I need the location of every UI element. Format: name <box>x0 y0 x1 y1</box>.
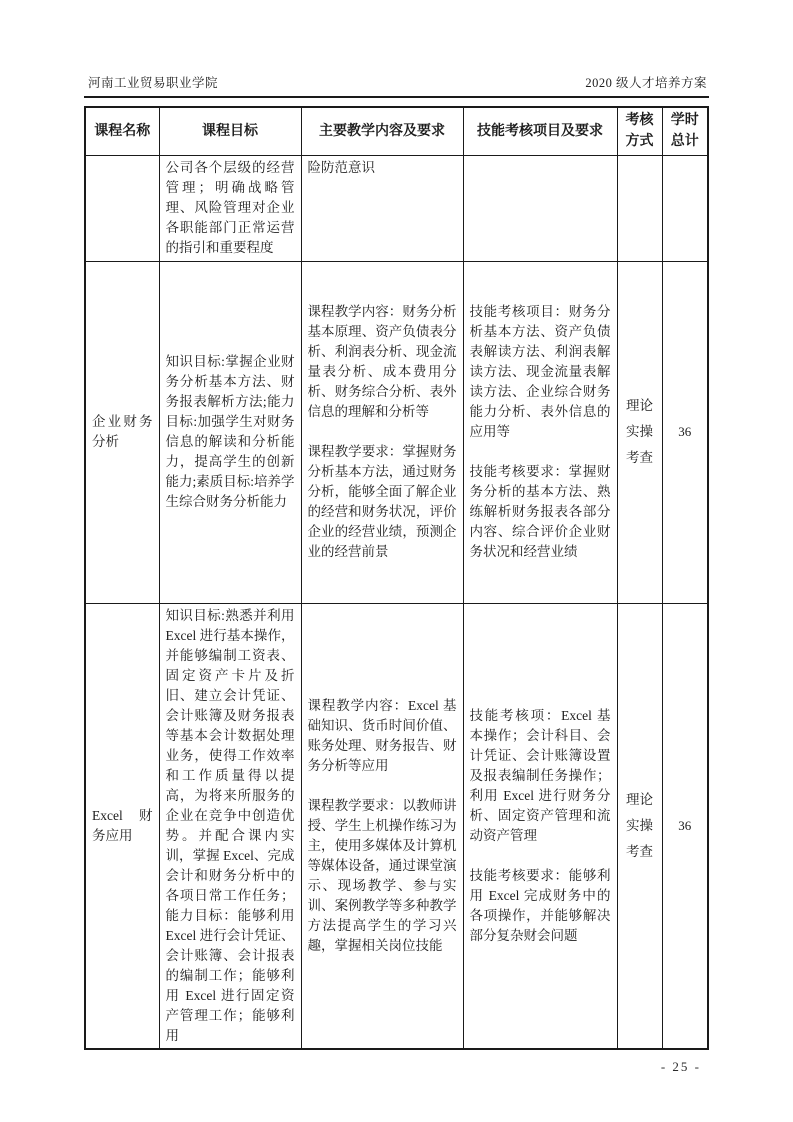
objectives-cell <box>159 155 301 261</box>
course-name-cell: Excel 财务应用 <box>85 603 159 1049</box>
course-name-cell <box>85 155 159 261</box>
col-header-course-name: 课程名称 <box>85 107 159 155</box>
col-header-hours: 学时总计 <box>662 107 708 155</box>
col-header-assessment: 技能考核项目及要求 <box>463 107 617 155</box>
objectives-paragraph: 公司各个层级的经营管理；明确战略管理、风险管理对企业各职能部门正常运营的指引和重要程度 <box>165 159 295 255</box>
page-header <box>84 73 709 91</box>
method-cell <box>617 155 662 261</box>
table-row <box>85 603 708 1049</box>
assessment-paragraph: 技能考核要求：能够利用 Excel 完成财务中的各项操作，并能够解决部分复杂财会问题 <box>469 867 611 943</box>
objectives-paragraph: 知识目标:掌握企业财务分析基本方法、财务报表解析方法;能力目标:加强学生对财务信息的解读和分析能力，提高学生的创新能力;素质目标:培养学生综合财务分析能力 <box>165 354 295 509</box>
hours-cell: 36 <box>662 603 708 1049</box>
school-name: 河南工业贸易职业学院 <box>88 76 219 90</box>
objectives-cell <box>159 261 301 603</box>
objectives-cell <box>159 603 301 1049</box>
assessment-cell <box>463 603 617 1049</box>
method-cell: 理论实操考查 <box>617 603 662 1049</box>
objectives-paragraph: 知识目标:熟悉并利用 Excel 进行基本操作，并能够编制工资表、固定资产卡片及折旧、建立会计凭证、会计账簿及财务报表等基本会计数据处理业务，使得工作效率和工作质量得以提高，为将来所服务的企业在竞争中创造优势。并配合课内实训，掌握 Excel、完成会计和财务分析中的各项日常工作任务；能力目标：能够利用 Excel 进行会计凭证、会计账簿、会计报表的编制工作；能够利用 Excel 进行固定资产管理工作；能够利用 <box>165 607 295 1043</box>
content-paragraph: 险防范意识 <box>307 159 375 175</box>
table-row <box>85 155 708 261</box>
content-cell <box>301 155 463 261</box>
content-paragraph: 课程教学内容：财务分析基本原理、资产负债表分析、利润表分析、现金流量表分析、成本费用分析、财务综合分析、表外信息的理解和分析等 <box>307 304 457 419</box>
page-number: - 25 - <box>660 1058 701 1074</box>
assessment-cell <box>463 155 617 261</box>
content-paragraph: 课程教学要求：掌握财务分析基本方法，通过财务分析，能够全面了解企业的经营和财务状况，评价企业的经营业绩，预测企业的经营前景 <box>307 444 457 559</box>
assessment-paragraph: 技能考核项：Excel 基本操作；会计科目、会计凭证、会计账簿设置及报表编制任务操作；利用 Excel 进行财务分析、固定资产管理和流动资产管理 <box>469 707 611 843</box>
content-cell <box>301 261 463 603</box>
course-table <box>84 106 709 1050</box>
col-header-content: 主要教学内容及要求 <box>301 107 463 155</box>
header-rule <box>84 96 709 98</box>
content-cell <box>301 603 463 1049</box>
table-header-row <box>85 107 708 155</box>
hours-cell: 36 <box>662 261 708 603</box>
assessment-paragraph: 技能考核项目：财务分析基本方法、资产负债表解读方法、利润表解读方法、现金流量表解读方法、企业综合财务能力分析、表外信息的应用等 <box>469 304 611 439</box>
col-header-objectives: 课程目标 <box>159 107 301 155</box>
table-row <box>85 261 708 603</box>
assessment-paragraph: 技能考核要求：掌握财务分析的基本方法、熟练解析财务报表各部分内容、综合评价企业财务状况和经营业绩 <box>469 464 611 559</box>
program-title: 2020 级人才培养方案 <box>585 76 707 90</box>
col-header-method: 考核方式 <box>617 107 662 155</box>
content-paragraph: 课程教学内容：Excel 基础知识、货币时间价值、账务处理、财务报告、财务分析等应用 <box>307 697 457 773</box>
method-cell: 理论实操考查 <box>617 261 662 603</box>
hours-cell <box>662 155 708 261</box>
course-name-cell: 企业财务分析 <box>85 261 159 603</box>
content-paragraph: 课程教学要求：以教师讲授、学生上机操作练习为主，使用多媒体及计算机等媒体设备，通过课堂演示、现场教学、参与实训、案例教学等多种教学方法提高学生的学习兴趣，掌握相关岗位技能 <box>307 797 457 953</box>
assessment-cell <box>463 261 617 603</box>
page <box>84 0 709 1075</box>
